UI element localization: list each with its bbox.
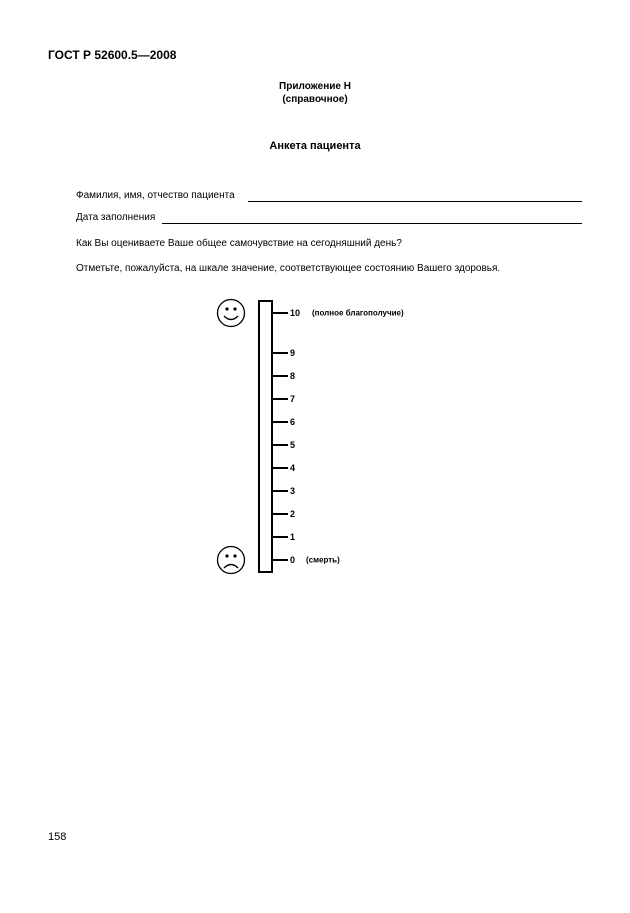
scale-tick[interactable]: [271, 490, 288, 492]
scale-bottom-note: (смерть): [306, 555, 340, 565]
scale-top-note: (полное благополучие): [312, 308, 404, 318]
scale-tick-label: 4: [290, 463, 296, 473]
scale-tick[interactable]: [271, 444, 288, 446]
question-text: Как Вы оцениваете Ваше общее самочувствие на сегодняшний день?: [76, 238, 402, 249]
name-label: Фамилия, имя, отчество пациента: [76, 190, 235, 201]
sad-face-icon: [216, 545, 246, 575]
date-label: Дата заполнения: [76, 212, 156, 223]
health-scale-bar[interactable]: [258, 300, 273, 573]
appendix-subtitle: (справочное): [282, 94, 348, 105]
scale-tick[interactable]: [271, 312, 288, 314]
scale-tick[interactable]: [271, 536, 288, 538]
scale-tick[interactable]: [271, 513, 288, 515]
scale-tick-label: 0: [290, 555, 296, 565]
scale-tick-label: 9: [290, 348, 296, 358]
scale-tick-label: 1: [290, 532, 296, 542]
scale-tick[interactable]: [271, 421, 288, 423]
scale-tick[interactable]: [271, 375, 288, 377]
scale-tick[interactable]: [271, 559, 288, 561]
scale-tick-label: 7: [290, 394, 296, 404]
page-number: 158: [48, 831, 67, 843]
scale-tick-label: 8: [290, 371, 296, 381]
appendix-title: Приложение Н: [279, 81, 351, 92]
smiley-face-icon: [216, 298, 246, 328]
date-field[interactable]: [162, 223, 582, 224]
scale-tick[interactable]: [271, 352, 288, 354]
form-title: Анкета пациента: [269, 140, 361, 152]
name-field[interactable]: [248, 201, 582, 202]
standard-header: ГОСТ Р 52600.5—2008: [48, 48, 177, 62]
scale-tick-label: 2: [290, 509, 296, 519]
scale-tick-label: 10: [290, 308, 301, 318]
scale-tick[interactable]: [271, 467, 288, 469]
scale-tick-label: 6: [290, 417, 296, 427]
scale-tick-label: 5: [290, 440, 296, 450]
instruction-text: Отметьте, пожалуйста, на шкале значение, соответствующее состоянию Вашего здоровья.: [76, 263, 501, 274]
scale-tick-label: 3: [290, 486, 296, 496]
scale-tick[interactable]: [271, 398, 288, 400]
